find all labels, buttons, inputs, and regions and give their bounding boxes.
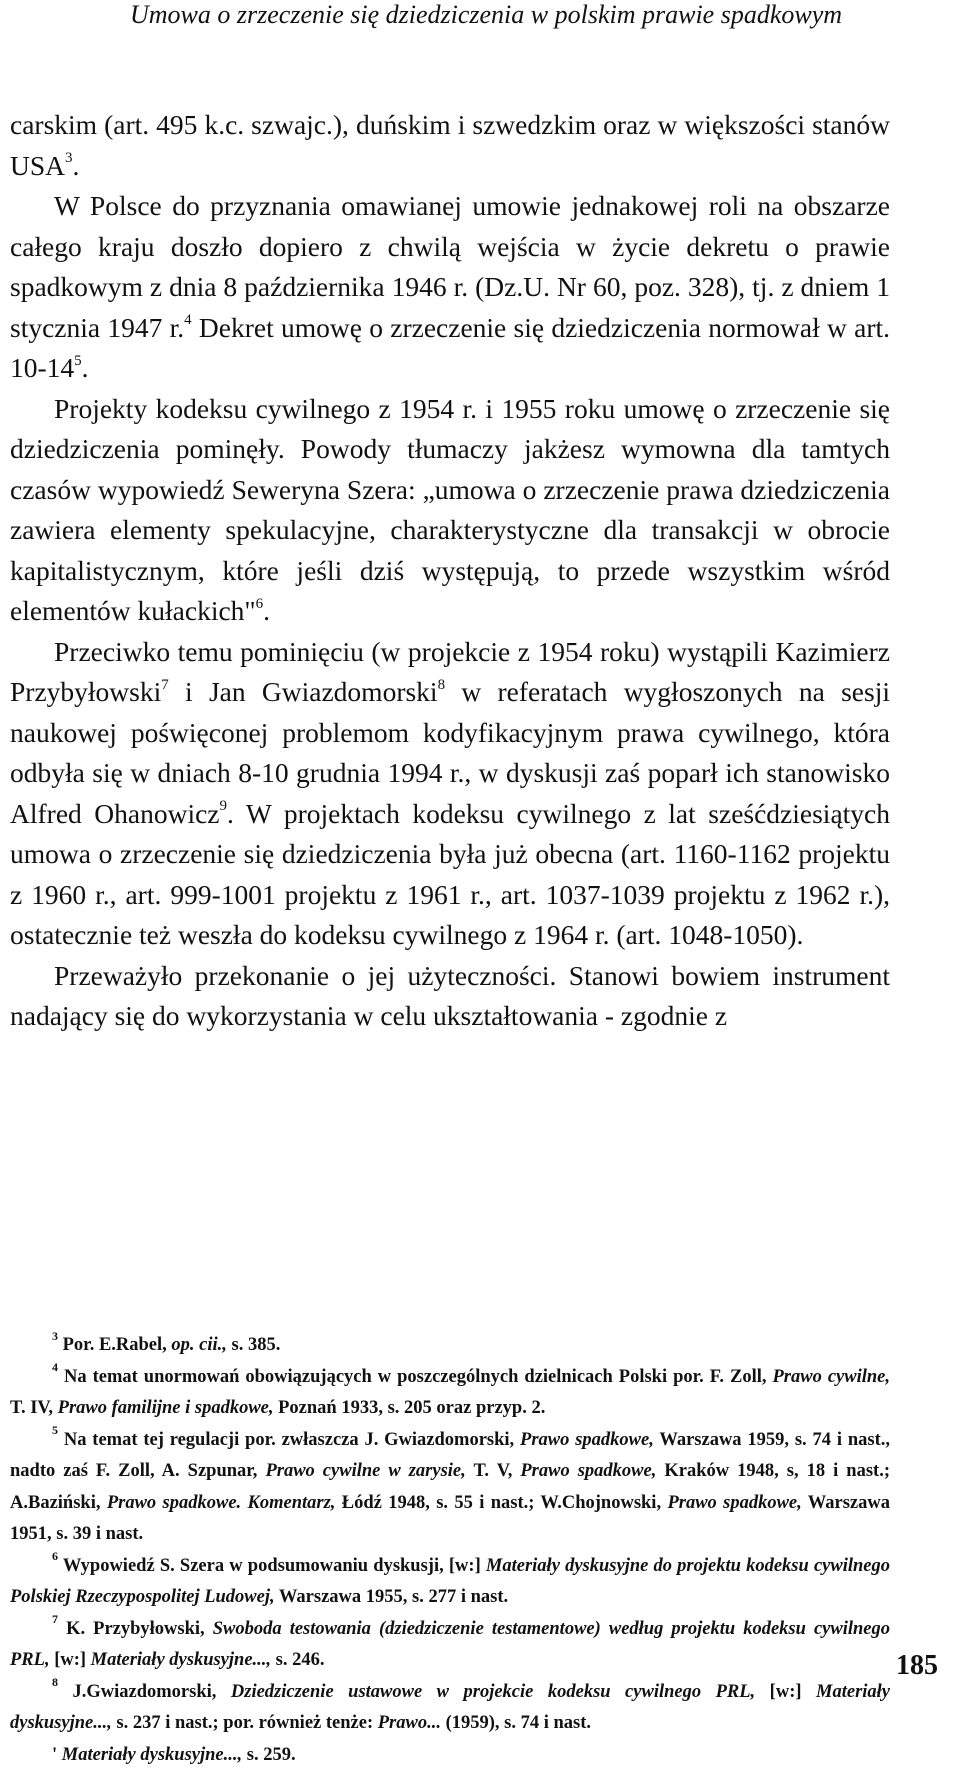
footnote-3-number: 3 <box>52 1329 58 1343</box>
footnote-7-number: 7 <box>52 1612 58 1626</box>
footnote-7-text-a: K. Przybyłowski, <box>58 1619 213 1639</box>
footnote-6 <box>10 1551 890 1614</box>
footnote-8-italic-2: Materiały dyskusyjne..., <box>10 1682 890 1734</box>
footnote-7-italic-2: Materiały dyskusyjne..., <box>91 1650 271 1670</box>
paragraph-2-text-c: . <box>82 352 89 383</box>
footnote-3-text-a: Por. E.Rabel, <box>58 1335 171 1355</box>
footnote-5-text-d: Kraków 1948, s, 18 i nast.; A.Baziński, <box>10 1461 890 1513</box>
paragraph-3 <box>10 389 890 632</box>
footnote-8-italic-3: Prawo... <box>378 1713 441 1733</box>
footnote-9 <box>10 1740 890 1771</box>
footnote-7-italic-1: Swoboda testowania (dziedziczenie testamentowe) według projektu kodeksu cywilnego PRL, <box>10 1619 890 1671</box>
footnote-3 <box>10 1330 890 1362</box>
footnote-3-text-b: s. 385. <box>227 1335 280 1355</box>
paragraph-3-text-b: . <box>263 595 270 626</box>
footnote-5-text-a: Na temat tej regulacji por. zwłaszcza J. Gwiazdomorski, <box>58 1430 520 1450</box>
footnote-5-italic-3: Prawo spadkowe, <box>520 1461 656 1481</box>
footnote-9-italic: Materiały dyskusyjne..., <box>57 1745 242 1765</box>
footnote-6-number: 6 <box>52 1549 58 1563</box>
footnote-ref-6[interactable]: 6 <box>256 596 264 612</box>
footnote-ref-9[interactable]: 9 <box>220 798 228 814</box>
footnote-5-text-c: T. V, <box>466 1461 521 1481</box>
footnote-7 <box>10 1614 890 1677</box>
footnote-8-text-a: J.Gwiazdomorski, <box>58 1682 231 1702</box>
paragraph-3-text-a: Projekty kodeksu cywilnego z 1954 r. i 1955 roku umowę o zrzeczenie się dziedziczenia pominęły. Powody tłumaczy jakżesz wymowna dla tamtych czasów wypowiedź Seweryna Szera: „umowa o zrzeczenie prawa dziedziczenia zawiera elementy spekulacyjne, charakterystyczne dla transakcji w obrocie kapitalistycznym, które jeśli dziś występują, to przede wszystkim wśród elementów kułackich" <box>10 393 890 627</box>
footnote-6-italic: Materiały dyskusyjne do projektu kodeksu cywilnego Polskiej Rzeczypospolitej Ludowej, <box>10 1556 890 1608</box>
paragraph-4-text-d: . W projektach kodeksu cywilnego z lat sześćdziesiątych umowa o zrzeczenie się dziedziczenia była już obecna (art. 1160-1162 projektu z 1960 r., art. 999-1001 projektu z 1961 r., art. 1037-1039 projektu z 1962 r.), ostatecznie też weszła do kodeksu cywilnego z 1964 r. (art. 1048-1050). <box>10 798 890 951</box>
footnote-7-text-c: s. 246. <box>271 1650 324 1670</box>
footnote-9-number: ' <box>52 1745 57 1765</box>
paragraph-1-text: carskim (art. 495 k.c. szwajc.), duńskim i szwedzkim oraz w większości stanów USA <box>10 109 890 181</box>
footnote-5-text-b: Warszawa 1959, s. 74 i nast., nadto zaś F. Zoll, A. Szpunar, <box>10 1430 890 1482</box>
paragraph-4 <box>10 632 890 956</box>
footnotes <box>10 1330 890 1771</box>
paragraph-4-text-b: i Jan Gwiazdomorski <box>169 676 438 707</box>
footnote-5-number: 5 <box>52 1423 58 1437</box>
footnote-ref-5[interactable]: 5 <box>74 353 82 369</box>
footnote-5-text-f: Warszawa 1951, s. 39 i nast. <box>10 1493 890 1545</box>
paragraph-1-end: . <box>73 150 80 181</box>
paragraph-4-text-a: Przeciwko temu pominięciu (w projekcie z 1954 roku) wystąpili Kazimierz Przybyłowski <box>10 636 890 708</box>
footnote-8-text-d: (1959), s. 74 i nast. <box>441 1713 591 1733</box>
footnote-4-italic-2: Prawo familijne i spadkowe, <box>58 1398 274 1418</box>
footnote-4-number: 4 <box>52 1360 58 1374</box>
footnote-8-italic-1: Dziedziczenie ustawowe w projekcie kodeksu cywilnego PRL, <box>231 1682 755 1702</box>
footnote-7-text-b: [w:] <box>50 1650 91 1670</box>
footnote-ref-7[interactable]: 7 <box>161 677 169 693</box>
footnote-5-italic-1: Prawo spadkowe, <box>520 1430 654 1450</box>
footnote-6-text-b: Warszawa 1955, s. 277 i nast. <box>275 1587 509 1607</box>
footnote-5-text-e: Łódź 1948, s. 55 i nast.; W.Chojnowski, <box>335 1493 667 1513</box>
paragraph-4-text-c: w referatach wygłoszonych na sesji naukowej poświęconej problemom kodyfikacyjnym prawa cywilnego, która odbyła się w dniach 8-10 grudnia 1994 r., w dyskusji zaś poparł ich stanowisko Alfred Ohanowicz <box>10 676 890 829</box>
paragraph-1 <box>10 105 890 186</box>
paragraph-5 <box>10 956 890 1037</box>
footnote-4-text-b: T. IV, <box>10 1398 58 1418</box>
footnote-4-italic-1: Prawo cywilne, <box>772 1367 890 1387</box>
footnote-8 <box>10 1677 890 1740</box>
paragraph-2-text-b: Dekret umowę o zrzeczenie się dziedziczenia normował w art. 10-14 <box>10 312 890 384</box>
paragraph-5-text: Przeważyło przekonanie o jej użyteczności. Stanowi bowiem instrument nadający się do wykorzystania w celu ukształtowania - zgodnie z <box>10 960 890 1032</box>
footnote-5-italic-4: Prawo spadkowe. Komentarz, <box>107 1493 336 1513</box>
footnote-ref-4[interactable]: 4 <box>184 312 192 328</box>
footnote-8-text-b: [w:] <box>755 1682 816 1702</box>
running-header: Umowa o zrzeczenie się dziedziczenia w polskim prawie spadkowym <box>130 0 910 30</box>
footnote-6-text-a: Wypowiedź S. Szera w podsumowaniu dyskusji, [w:] <box>58 1556 486 1576</box>
footnote-4 <box>10 1362 890 1425</box>
footnote-9-text-b: s. 259. <box>242 1745 295 1765</box>
footnote-3-italic: op. cii., <box>171 1335 227 1355</box>
footnote-8-text-c: s. 237 i nast.; por. również tenże: <box>112 1713 378 1733</box>
footnote-5 <box>10 1425 890 1551</box>
footnote-8-number: 8 <box>52 1675 58 1689</box>
footnote-4-text-a: Na temat unormowań obowiązujących w poszczególnych dzielnicach Polski por. F. Zoll, <box>58 1367 772 1387</box>
footnote-ref-3[interactable]: 3 <box>65 150 73 166</box>
paragraph-2 <box>10 186 890 389</box>
footnote-5-italic-5: Prawo spadkowe, <box>667 1493 801 1513</box>
body-text <box>10 105 890 1037</box>
footnote-ref-8[interactable]: 8 <box>438 677 446 693</box>
paragraph-2-text-a: W Polsce do przyznania omawianej umowie jednakowej roli na obszarze całego kraju doszło dopiero z chwilą wejścia w życie dekretu o prawie spadkowym z dnia 8 października 1946 r. (Dz.U. Nr 60, poz. 328), tj. z dniem 1 stycznia 1947 r. <box>10 190 890 343</box>
page-number: 185 <box>896 1650 938 1682</box>
footnote-5-italic-2: Prawo cywilne w zarysie, <box>265 1461 465 1481</box>
footnote-4-text-c: Poznań 1933, s. 205 oraz przyp. 2. <box>274 1398 546 1418</box>
